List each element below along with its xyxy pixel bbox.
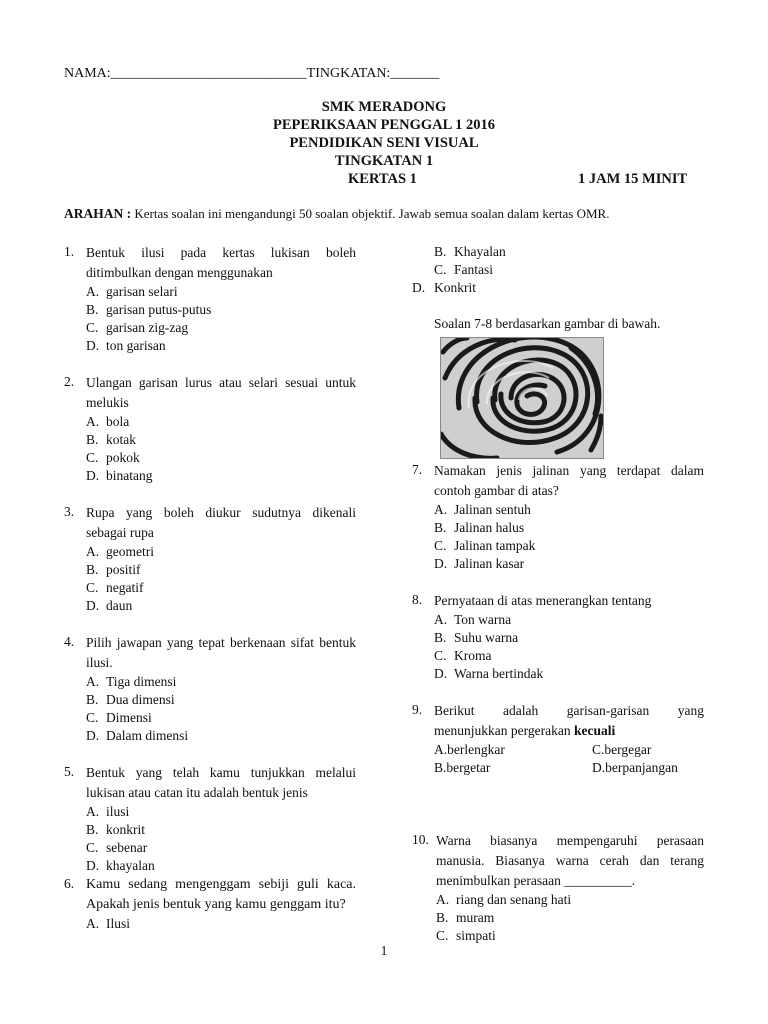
right-column [412, 243, 704, 945]
option-text: Kroma [454, 648, 492, 663]
option-text: khayalan [106, 858, 155, 873]
option-letter: B. [86, 432, 99, 447]
question-emphasis: kecuali [573, 723, 616, 738]
option-letter: A. [434, 742, 448, 757]
option [434, 501, 704, 519]
option [434, 537, 704, 555]
option-text: pokok [106, 450, 140, 465]
option [86, 691, 356, 709]
option [86, 283, 356, 301]
option [86, 543, 356, 561]
option-letter: A. [86, 414, 100, 429]
option-text: Ton warna [454, 612, 512, 627]
option-text: Jalinan halus [454, 520, 525, 535]
option-letter: B. [86, 562, 99, 577]
option-letter: C. [434, 648, 447, 663]
option-text: Konkrit [434, 280, 476, 295]
option [412, 279, 704, 297]
option-letter: B. [436, 910, 449, 925]
option [436, 909, 704, 927]
option-letter: B. [86, 302, 99, 317]
option-text: Dua dimensi [106, 692, 175, 707]
option [434, 629, 704, 647]
option-letter: A. [86, 284, 100, 299]
question-5 [64, 763, 356, 875]
option-text: bola [106, 414, 130, 429]
question-number: 2. [64, 374, 75, 389]
instructions [64, 206, 714, 222]
exam-title: PEPERIKSAAN PENGGAL 1 2016 [273, 117, 495, 133]
option-letter: D. [86, 338, 100, 353]
option-text: berpanjangan [605, 760, 678, 775]
option [592, 741, 726, 759]
option [86, 337, 356, 355]
option-text: kotak [106, 432, 136, 447]
option-letter: C. [86, 840, 99, 855]
option-text: bergetar [446, 760, 491, 775]
option-text: positif [106, 562, 141, 577]
subject-title: PENDIDIKAN SENI VISUAL [289, 135, 479, 151]
question-text: Ulangan garisan lurus atau selari sesuai untuk melukis [86, 375, 356, 410]
option-text: Jalinan tampak [454, 538, 536, 553]
figure-caption: Soalan 7-8 berdasarkan gambar di bawah. [434, 316, 661, 331]
option-text: bergegar [604, 742, 652, 757]
option [86, 319, 356, 337]
option-letter: A. [86, 916, 100, 931]
option-letter: C. [592, 742, 605, 757]
option [86, 673, 356, 691]
option-letter: B. [86, 692, 99, 707]
option-text: Jalinan sentuh [454, 502, 531, 517]
option-text: Suhu warna [454, 630, 519, 645]
option-text: riang dan senang hati [456, 892, 572, 907]
option [86, 597, 356, 615]
option-text: Ilusi [106, 916, 131, 931]
question-number: 1. [64, 244, 75, 259]
option-letter: B. [86, 822, 99, 837]
question-number: 5. [64, 764, 75, 779]
swirl-texture-image [440, 337, 604, 459]
option [86, 413, 356, 431]
instructions-label: ARAHAN : [64, 206, 132, 221]
option [86, 727, 356, 745]
option-letter: D. [412, 280, 426, 295]
question-1 [64, 243, 356, 355]
option [434, 611, 704, 629]
option [86, 821, 356, 839]
option-letter: A. [86, 544, 100, 559]
option [436, 891, 704, 909]
option-letter: C. [434, 262, 447, 277]
question-4 [64, 633, 356, 745]
page-number: 1 [380, 943, 388, 958]
option-text: Warna bertindak [454, 666, 544, 681]
question-7 [412, 461, 704, 573]
option [86, 839, 356, 857]
option [86, 431, 356, 449]
question-number: 9. [412, 702, 423, 717]
question-number: 8. [412, 592, 423, 607]
option-text: daun [106, 598, 133, 613]
option-text: muram [456, 910, 495, 925]
option-text: Tiga dimensi [106, 674, 177, 689]
duration-label: 1 JAM 15 MINIT [578, 171, 688, 187]
question-text: Namakan jenis jalinan yang terdapat dalam contoh gambar di atas? [434, 463, 704, 498]
question-text: Pilih jawapan yang tepat berkenaan sifat bentuk ilusi. [86, 635, 356, 670]
option-letter: C. [86, 710, 99, 725]
option-letter: D. [434, 666, 448, 681]
question-text: Pernyataan di atas menerangkan tentang [434, 593, 652, 608]
option [434, 665, 704, 683]
question-text: Rupa yang boleh diukur sudutnya dikenali sebagai rupa [86, 505, 356, 540]
option-letter: D. [86, 598, 100, 613]
option-text: geometri [106, 544, 154, 559]
option [434, 519, 704, 537]
question-number: 4. [64, 634, 75, 649]
option [434, 555, 704, 573]
question-text [434, 701, 704, 741]
option [86, 709, 356, 727]
question-9 [412, 701, 704, 777]
option-letter: B. [434, 520, 447, 535]
option [412, 243, 704, 261]
question-number: 6. [64, 876, 75, 891]
option [86, 857, 356, 875]
question-number: 7. [412, 462, 423, 477]
option-text: Jalinan kasar [454, 556, 525, 571]
option-letter: D. [434, 556, 448, 571]
option [434, 759, 592, 777]
option [86, 915, 356, 933]
option-text: konkrit [106, 822, 145, 837]
option-grid [434, 741, 704, 777]
option-letter: D. [592, 760, 606, 775]
option-letter: C. [436, 928, 449, 943]
option-letter: C. [86, 450, 99, 465]
question-text: Bentuk yang telah kamu tunjukkan melalui lukisan atau catan itu adalah bentuk jenis [86, 765, 356, 800]
option-text: Khayalan [454, 244, 506, 259]
question-8 [412, 591, 704, 683]
instructions-text: Kertas soalan ini mengandungi 50 soalan objektif. Jawab semua soalan dalam kertas OMR. [131, 206, 610, 221]
paper-label: KERTAS 1 [348, 171, 417, 187]
option-text: Dimensi [106, 710, 152, 725]
option-text: binatang [106, 468, 153, 483]
option [434, 741, 592, 759]
question-10 [412, 831, 704, 945]
option-letter: A. [86, 804, 100, 819]
option-letter: B. [434, 244, 447, 259]
option-text: Fantasi [454, 262, 493, 277]
option [86, 579, 356, 597]
exam-header [0, 98, 768, 188]
option-letter: C. [86, 320, 99, 335]
question-3 [64, 503, 356, 615]
option-text: ilusi [106, 804, 130, 819]
option [412, 261, 704, 279]
option-text: berlengkar [447, 742, 505, 757]
question-number: 10. [412, 832, 429, 847]
paper-row [0, 170, 768, 188]
question-number: 3. [64, 504, 75, 519]
option [86, 561, 356, 579]
option-text: Dalam dimensi [106, 728, 189, 743]
question-6 [64, 875, 356, 933]
left-column [64, 243, 356, 933]
question-text: Warna biasanya mempengaruhi perasaan manusia. Biasanya warna cerah dan terang menimbulkan perasaan __________. [436, 833, 704, 888]
option [86, 449, 356, 467]
option-letter: D. [86, 858, 100, 873]
question-text-main: Berikut adalah garisan-garisan yang menunjukkan pergerakan [434, 703, 704, 738]
option-text: negatif [106, 580, 144, 595]
option-letter: B. [434, 630, 447, 645]
option-letter: D. [86, 468, 100, 483]
question-text: Bentuk ilusi pada kertas lukisan boleh ditimbulkan dengan menggunakan [86, 245, 356, 280]
option-letter: D. [86, 728, 100, 743]
option-text: garisan zig-zag [106, 320, 189, 335]
option-text: garisan selari [106, 284, 178, 299]
option-letter: C. [86, 580, 99, 595]
name-class-line: NAMA:____________________________TINGKATAN:_______ [64, 66, 440, 81]
level-title: TINGKATAN 1 [334, 153, 434, 169]
option-letter: A. [86, 674, 100, 689]
option [86, 467, 356, 485]
option-text: sebenar [106, 840, 148, 855]
option [434, 647, 704, 665]
option-letter: B. [434, 760, 447, 775]
option-letter: C. [434, 538, 447, 553]
question-text: Kamu sedang mengenggam sebiji guli kaca. Apakah jenis bentuk yang kamu genggam itu? [86, 877, 356, 912]
option-letter: A. [434, 612, 448, 627]
option-letter: A. [434, 502, 448, 517]
option [86, 301, 356, 319]
school-name: SMK MERADONG [321, 99, 447, 115]
option-text: ton garisan [106, 338, 166, 353]
swirl-texture-icon [441, 338, 603, 458]
option-text: simpati [456, 928, 496, 943]
question-2 [64, 373, 356, 485]
option-text: garisan putus-putus [106, 302, 212, 317]
option [86, 803, 356, 821]
option-letter: A. [436, 892, 450, 907]
option [592, 759, 726, 777]
